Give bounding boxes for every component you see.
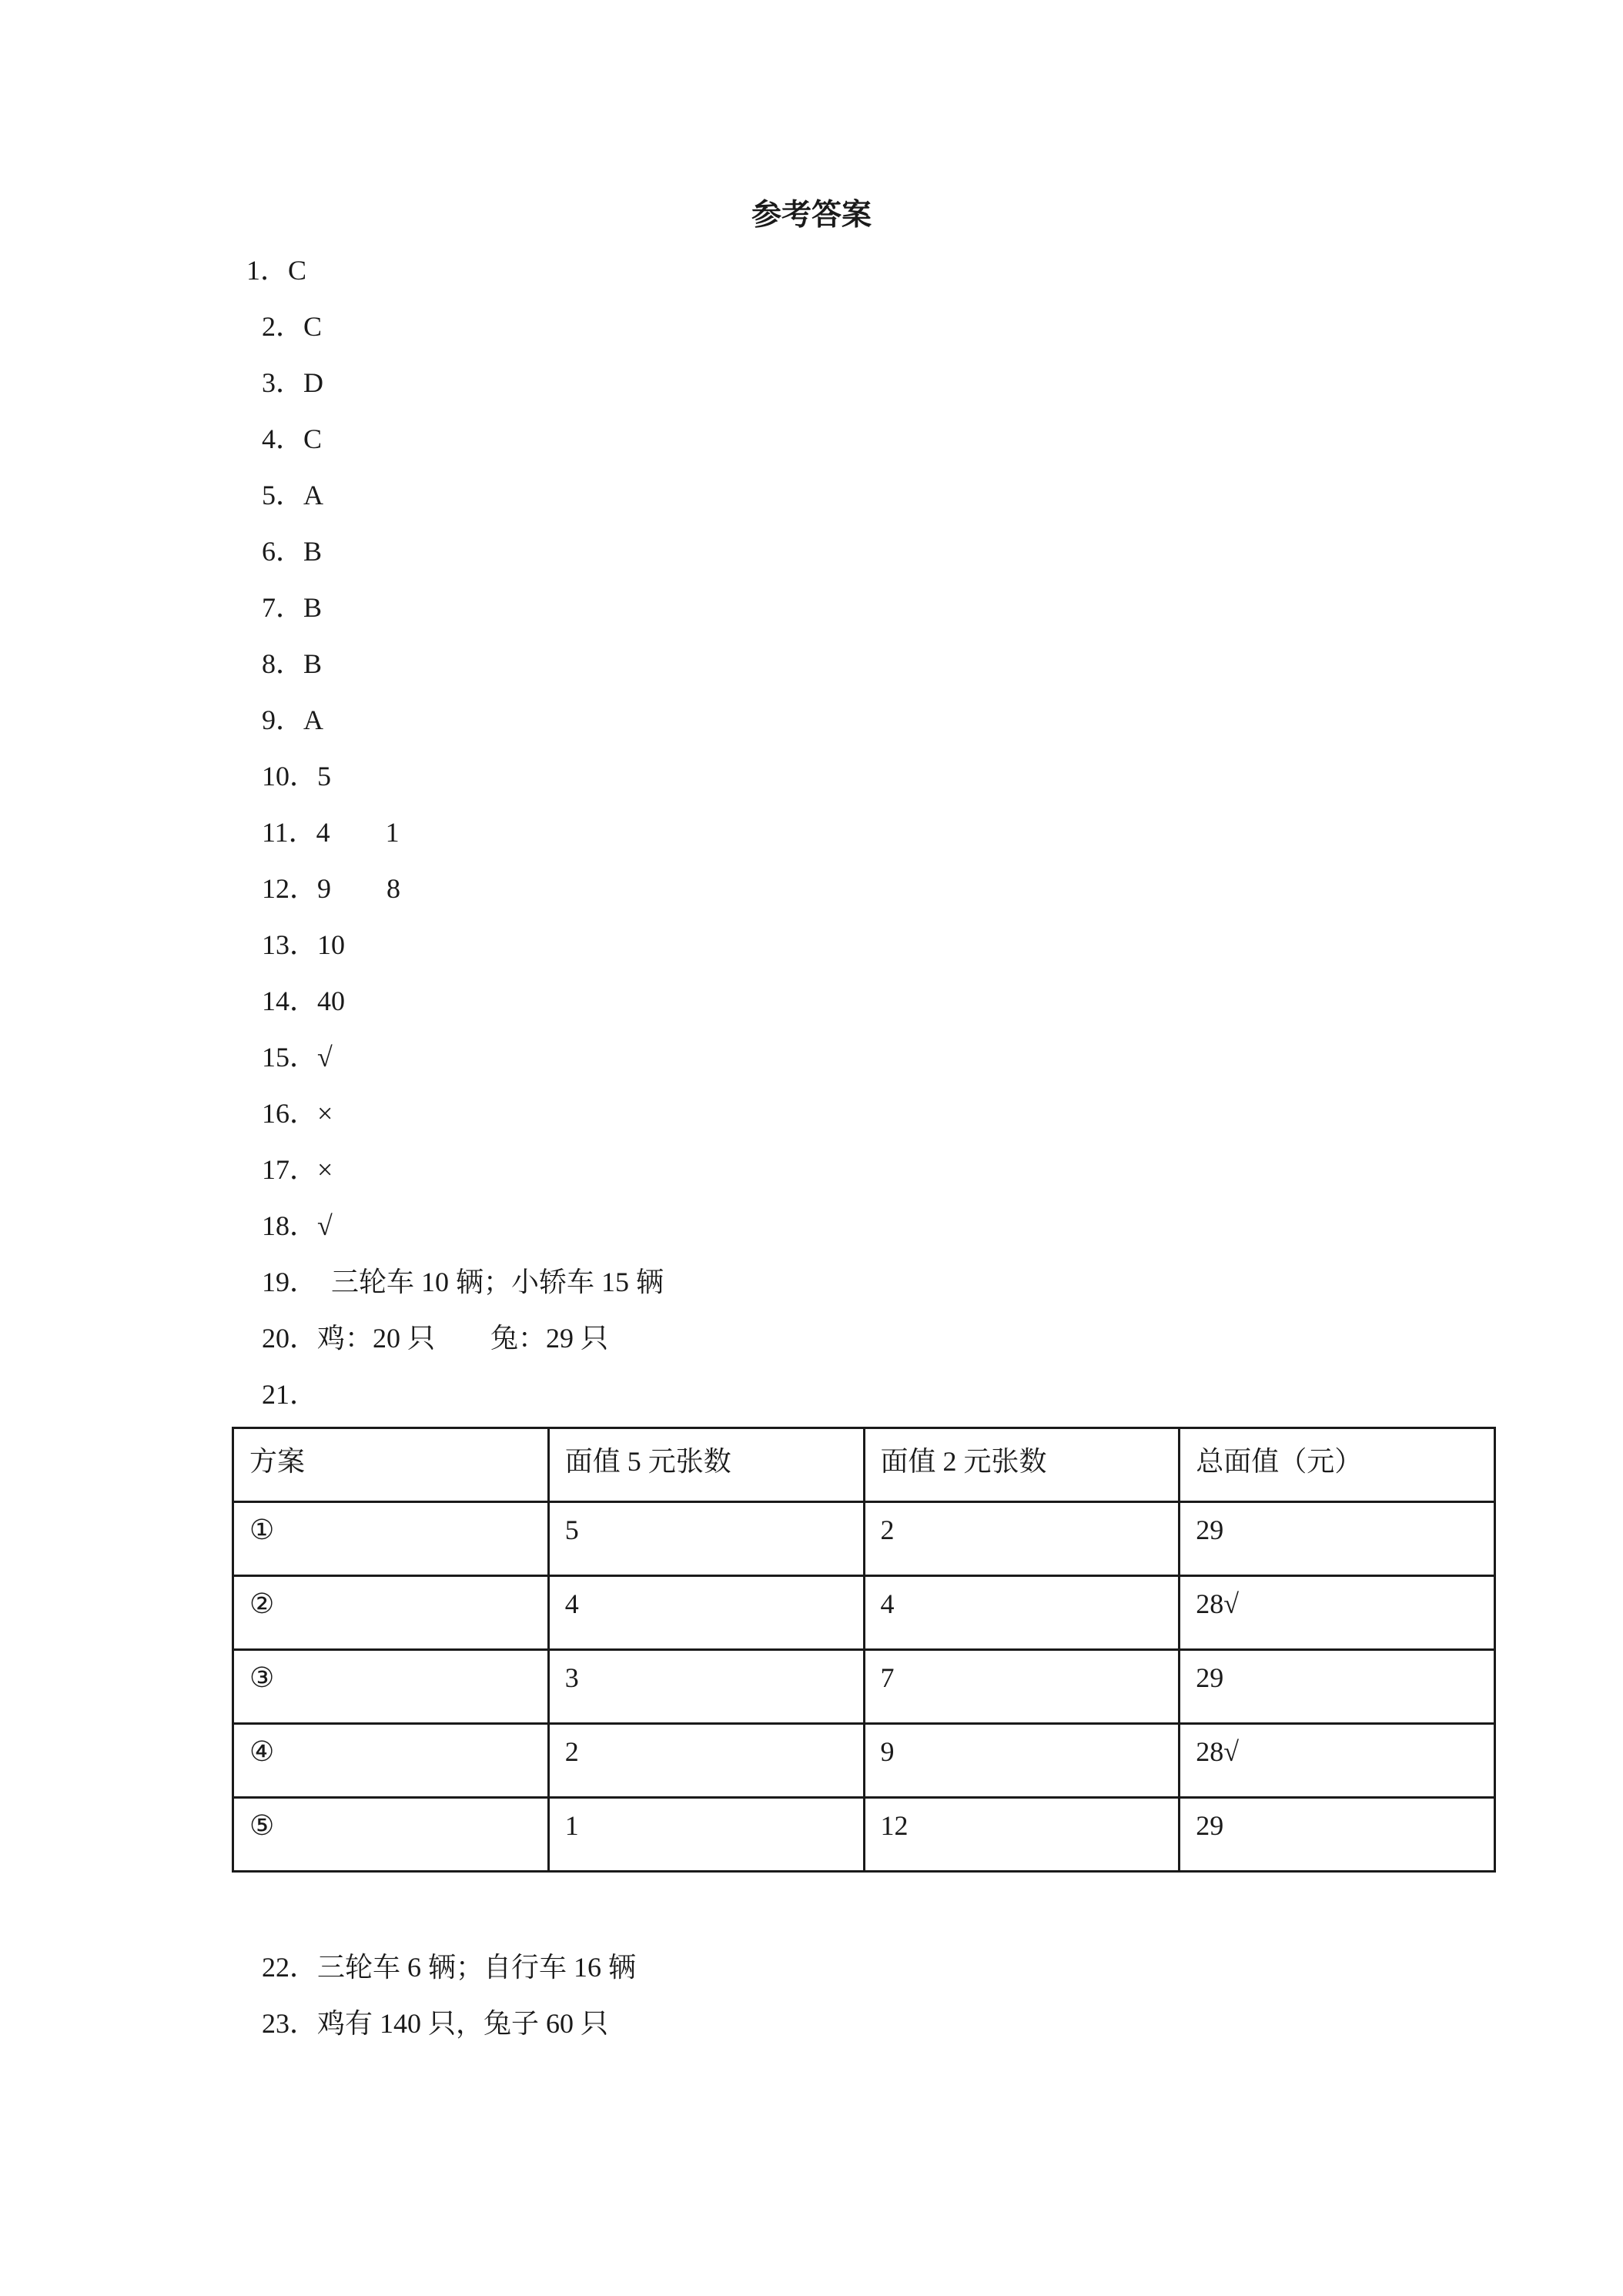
table-cell: 29 bbox=[1180, 1650, 1495, 1724]
answer-item: 6．B bbox=[262, 536, 323, 567]
page-title: 参考答案 bbox=[751, 199, 872, 232]
table-header-row bbox=[233, 1428, 1495, 1502]
answer-item: 9．A bbox=[262, 705, 323, 735]
table-cell: 5 bbox=[548, 1502, 864, 1576]
answer-item: 11．4 1 bbox=[262, 817, 400, 848]
table-cell: 3 bbox=[548, 1650, 864, 1724]
answer-item: 1．C bbox=[246, 255, 307, 286]
table-cell: 2 bbox=[864, 1502, 1180, 1576]
table-cell: 28√ bbox=[1180, 1724, 1495, 1798]
answer-item: 4．C bbox=[262, 423, 323, 454]
header-cell: 面值 5 元张数 bbox=[548, 1428, 864, 1502]
answer-item: 8．B bbox=[262, 648, 323, 679]
answer-item: 10．5 bbox=[262, 761, 332, 792]
header-cell: 面值 2 元张数 bbox=[864, 1428, 1180, 1502]
answer-item: 14．40 bbox=[262, 986, 346, 1016]
table-row bbox=[233, 1724, 1495, 1798]
answer-item: 16．× bbox=[262, 1098, 333, 1129]
table-row bbox=[233, 1576, 1495, 1650]
table-cell: 2 bbox=[548, 1724, 864, 1798]
table-cell: 29 bbox=[1180, 1502, 1495, 1576]
table-cell: 29 bbox=[1180, 1798, 1495, 1872]
answer-item: 5．A bbox=[262, 480, 323, 510]
answer-item: 15．√ bbox=[262, 1042, 333, 1073]
table-cell: 7 bbox=[864, 1650, 1180, 1724]
table-cell: ① bbox=[233, 1502, 549, 1576]
scheme-table bbox=[232, 1427, 1496, 1873]
answer-item: 19． 三轮车 10 辆；小轿车 15 辆 bbox=[262, 1267, 664, 1297]
table-cell: 12 bbox=[864, 1798, 1180, 1872]
table-cell: 4 bbox=[864, 1576, 1180, 1650]
answer-item: 21． bbox=[262, 1379, 318, 1410]
header-cell: 方案 bbox=[233, 1428, 549, 1502]
answer-item: 23．鸡有 140 只，兔子 60 只 bbox=[262, 2008, 609, 2039]
table-cell: 9 bbox=[864, 1724, 1180, 1798]
answer-item: 22．三轮车 6 辆；自行车 16 辆 bbox=[262, 1952, 637, 1983]
answer-item: 18．√ bbox=[262, 1210, 333, 1241]
answer-item: 12．9 8 bbox=[262, 873, 401, 904]
table-cell: 4 bbox=[548, 1576, 864, 1650]
answer-item: 7．B bbox=[262, 592, 323, 623]
answer-item: 3．D bbox=[262, 367, 323, 398]
table-row bbox=[233, 1650, 1495, 1724]
table-row bbox=[233, 1798, 1495, 1872]
answer-item: 2．C bbox=[262, 311, 323, 342]
table-cell: 28√ bbox=[1180, 1576, 1495, 1650]
answer-item: 17．× bbox=[262, 1154, 333, 1185]
table-cell: ⑤ bbox=[233, 1798, 549, 1872]
answer-item: 20．鸡：20 只 兔：29 只 bbox=[262, 1323, 609, 1354]
header-cell: 总面值（元） bbox=[1180, 1428, 1495, 1502]
table-cell: ③ bbox=[233, 1650, 549, 1724]
answer-item: 13．10 bbox=[262, 929, 346, 960]
table-cell: 1 bbox=[548, 1798, 864, 1872]
table-cell: ② bbox=[233, 1576, 549, 1650]
table-cell: ④ bbox=[233, 1724, 549, 1798]
table-row bbox=[233, 1502, 1495, 1576]
